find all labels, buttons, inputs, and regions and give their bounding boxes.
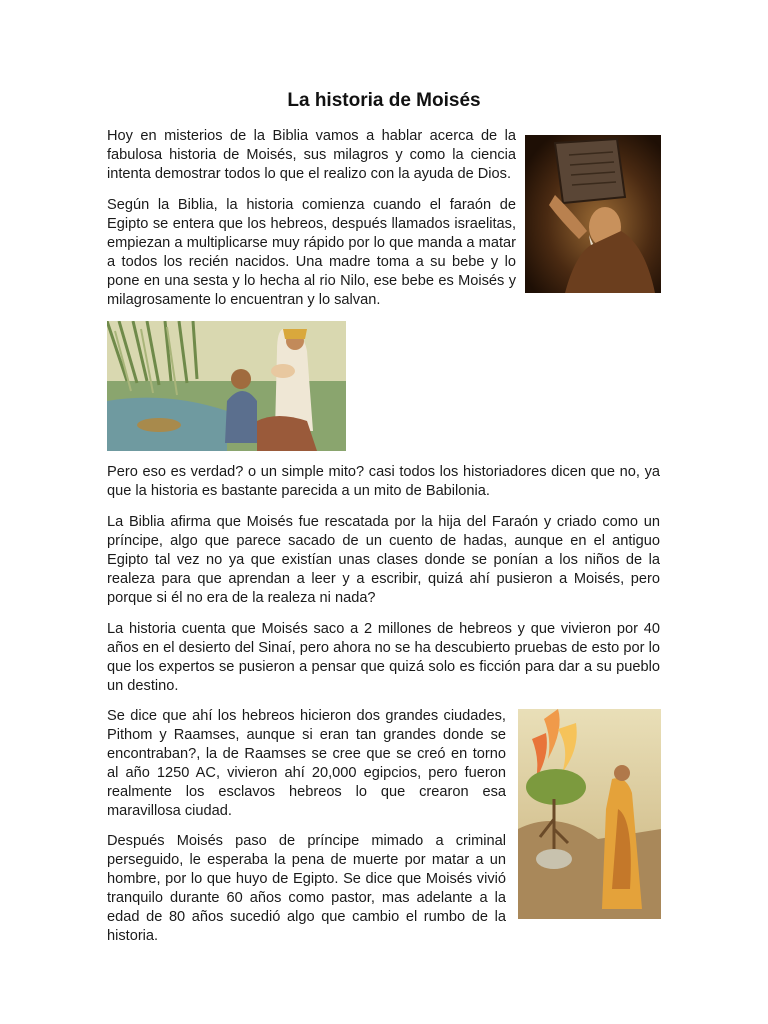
- burning-bush-illustration: [518, 709, 661, 919]
- paragraph-6: Se dice que ahí los hebreos hicieron dos grandes ciudades, Pithom y Raamses, aunque si eran tan grandes donde se encontraban?, la de Raamses se cree que se creó en torno al año 1250 AC, vivieron ahí 20,000 egipcios, pero fueron realmente los esclavos hebreos lo que crearon esa maravillosa ciudad.: [107, 708, 506, 819]
- page-title: La historia de Moisés: [287, 90, 481, 111]
- moses-tablets-painting: [525, 135, 661, 293]
- paragraph-1: Hoy en misterios de la Biblia vamos a hablar acerca de la fabulosa historia de Moisés, sus milagros y como la ciencia intenta demostrar todos lo que el realizo con la ayuda de Dios.: [107, 128, 516, 182]
- baby-moses-nile-illustration: [107, 321, 346, 451]
- paragraph-3: Pero eso es verdad? o un simple mito? casi todos los historiadores dicen que no, ya que la historia es bastante parecida a un mito de Babilonia.: [107, 464, 660, 499]
- paragraph-4: La Biblia afirma que Moisés fue rescatada por la hija del Faraón y criado como un príncipe, algo que parece sacado de un cuento de hadas, aunque en el antiguo Egipto tal vez no ya que existían unas clases donde se ponían a los niños de la realeza para que aprendan a leer y a escribir, quizá ahí pusieron a Moisés, pero porque si él no era de la realeza ni nada?: [107, 514, 660, 606]
- paragraph-5: La historia cuenta que Moisés saco a 2 millones de hebreos y que vivieron por 40 años en el desierto del Sinaí, pero ahora no se ha descubierto pruebas de esto por lo que los expertos se pusieron a pensar que quizá solo es ficción para dar a su pueblo un destino.: [107, 621, 660, 694]
- paragraph-7: Después Moisés paso de príncipe mimado a criminal perseguido, le esperaba la pena de muerte por matar a un hombre, por lo que huyo de Egipto. Se dice que Moisés vivió tranquilo durante 60 años como pastor, mas adelante a la edad de 80 años sucedió algo que cambio el rumbo de la historia.: [107, 833, 506, 944]
- paragraph-2: Según la Biblia, la historia comienza cuando el faraón de Egipto se entera que los hebreos, después llamados israelitas, empiezan a multiplicarse muy rápido por lo que manda a matar a todos los recién nacidos. Una madre toma a su bebe y lo pone en una sesta y lo hecha al rio Nilo, ese bebe es Moisés y milagrosamente lo encuentran y lo salvan.: [107, 197, 516, 308]
